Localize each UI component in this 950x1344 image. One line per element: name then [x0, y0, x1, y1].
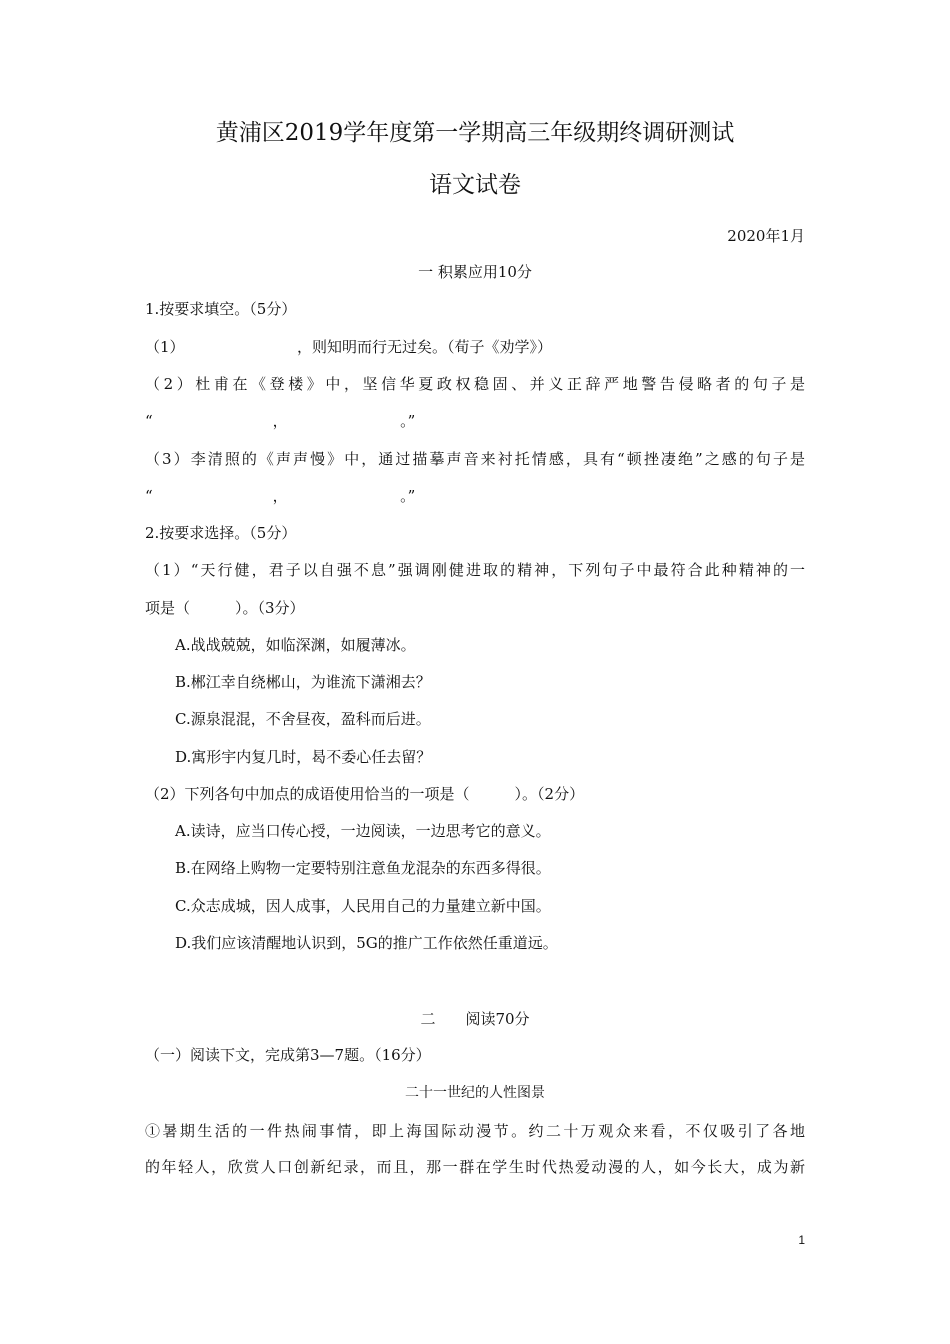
q2-sub2: （2）下列各句中加点的成语使用恰当的一项是（ ）。（2分） [145, 785, 585, 803]
q2-sub1-option-c: C.源泉混混，不舍昼夜，盈科而后进。 [175, 710, 431, 728]
q2-sub2-option-b: B.在网络上购物一定要特别注意鱼龙混杂的东西多得很。 [175, 859, 551, 877]
q2-sub1-option-b: B.郴江幸自绕郴山，为谁流下潇湘去？ [175, 673, 431, 691]
q1-item1: （1） ，则知明而行无过矣。（荀子《劝学》） [145, 338, 553, 356]
q2-sub1-line2: 项是（ ）。（3分） [145, 599, 305, 617]
reading-part1-instructions: （一）阅读下文，完成第3—7题。（16分） [145, 1046, 431, 1064]
section2-heading: 二 阅读70分 [420, 1010, 530, 1028]
q2-sub1-option-d: D.寓形宇内复几时，曷不委心任去留？ [175, 748, 432, 766]
exam-title: 黄浦区2019学年度第一学期高三年级期终调研测试 [215, 120, 735, 146]
q2-stem: 2.按要求选择。（5分） [145, 524, 297, 542]
article-title: 二十一世纪的人性图景 [405, 1085, 545, 1101]
q1-item2-line1: （2）杜甫在《登楼》中，坚信华夏政权稳固、并义正辞严地警告侵略者的句子是 [145, 375, 805, 393]
page-number: 1 [798, 1233, 805, 1247]
q1-item3-line2: “ ， 。” [145, 487, 416, 505]
section1-heading: 一 积累应用10分 [418, 263, 532, 281]
q2-sub2-option-c: C.众志成城，因人成事，人民用自己的力量建立新中国。 [175, 897, 551, 915]
q1-item2-line2: “ ， 。” [145, 412, 416, 430]
q1-stem: 1.按要求填空。（5分） [145, 300, 297, 318]
q1-item3-line1: （3）李清照的《声声慢》中，通过描摹声音来衬托情感，具有“顿挫凄绝”之感的句子是 [145, 450, 805, 468]
q2-sub2-option-a: A.读诗，应当口传心授，一边阅读，一边思考它的意义。 [175, 822, 551, 840]
article-paragraph1-line1: ①暑期生活的一件热闹事情，即上海国际动漫节。约二十万观众来看，不仅吸引了各地 [145, 1122, 805, 1140]
article-paragraph1-line2: 的年轻人，欣赏人口创新纪录，而且，那一群在学生时代热爱动漫的人，如今长大，成为新 [145, 1158, 805, 1176]
exam-date: 2020年1月 [727, 227, 805, 245]
q2-sub1-line1: （1）“天行健，君子以自强不息”强调刚健进取的精神，下列句子中最符合此种精神的一 [145, 561, 805, 579]
exam-subtitle: 语文试卷 [429, 172, 521, 198]
q2-sub1-option-a: A.战战兢兢，如临深渊，如履薄冰。 [175, 636, 416, 654]
q2-sub2-option-d: D.我们应该清醒地认识到，5G的推广工作依然任重道远。 [175, 934, 558, 952]
